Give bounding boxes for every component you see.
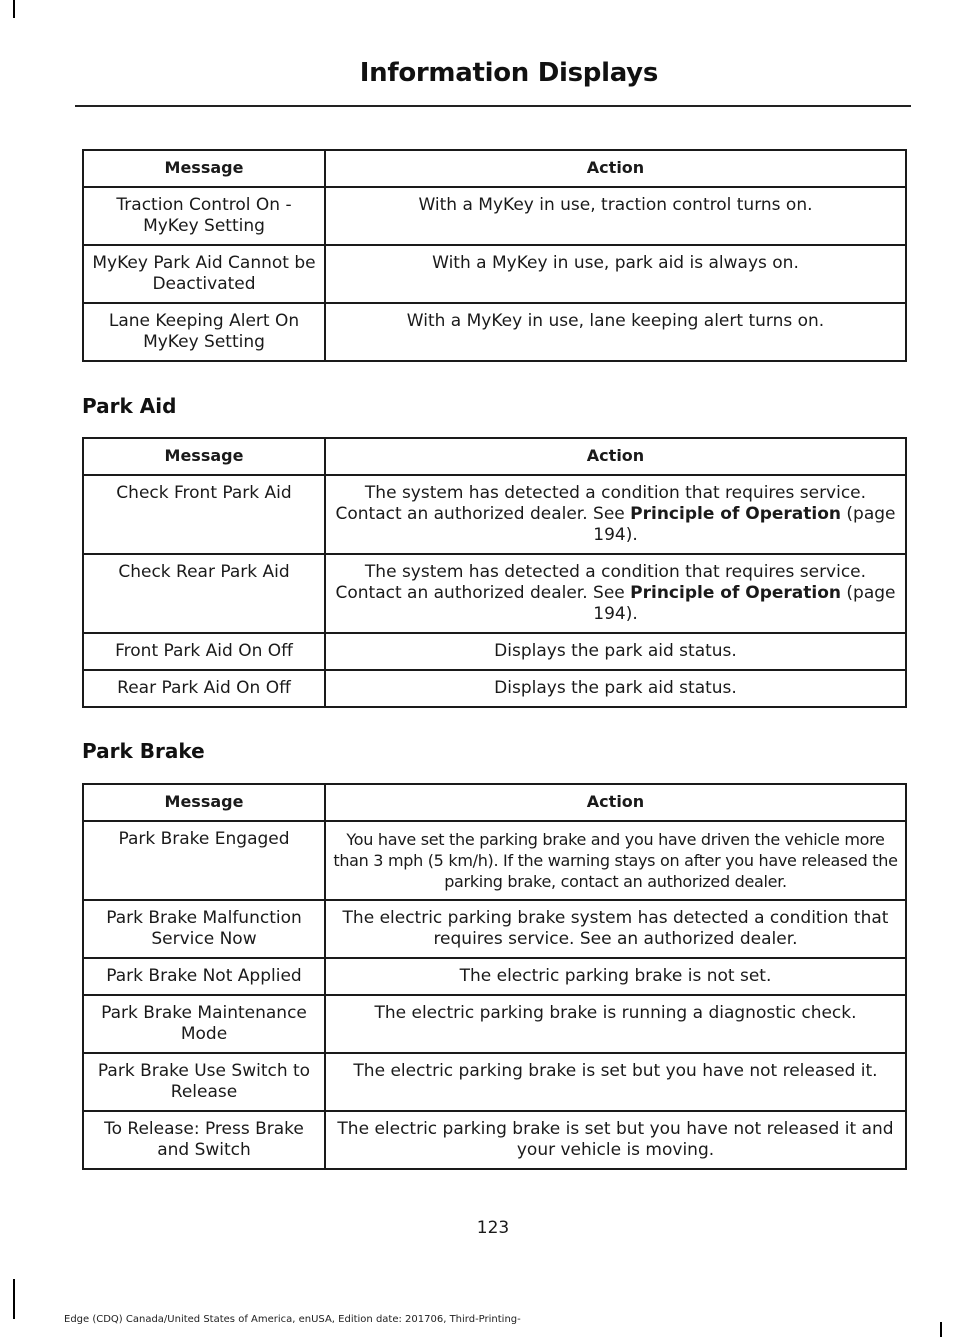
table-row — [83, 1111, 906, 1169]
table-header-row — [83, 150, 906, 187]
table-row — [83, 995, 906, 1053]
message-cell: Front Park Aid On Off — [83, 633, 325, 670]
message-cell: Rear Park Aid On Off — [83, 670, 325, 707]
header-rule — [75, 105, 911, 107]
action-cell: Displays the park aid status. — [325, 633, 906, 670]
table-header-row — [83, 784, 906, 821]
message-cell: Check Front Park Aid — [83, 475, 325, 554]
message-cell: Lane Keeping Alert On MyKey Setting — [83, 303, 325, 361]
page-reference: (page 194). — [593, 583, 896, 624]
table-row — [83, 821, 906, 900]
action-cell: The electric parking brake is running a diagnostic check. — [325, 995, 906, 1053]
action-cell: The electric parking brake is set but you have not released it. — [325, 1053, 906, 1111]
section-heading-park-brake: Park Brake — [82, 739, 205, 763]
action-text: The system has detected a condition that requires service. Contact an authorized dealer. See — [335, 483, 867, 524]
message-cell: Check Rear Park Aid — [83, 554, 325, 633]
column-header-message: Message — [83, 150, 325, 187]
page-reference: (page 194). — [593, 504, 896, 545]
message-cell: Traction Control On - MyKey Setting — [83, 187, 325, 245]
table-row — [83, 670, 906, 707]
action-cell: With a MyKey in use, lane keeping alert turns on. — [325, 303, 906, 361]
table-row — [83, 187, 906, 245]
table-row — [83, 475, 906, 554]
table-row — [83, 303, 906, 361]
message-cell: Park Brake Not Applied — [83, 958, 325, 995]
mykey-messages-table — [82, 149, 907, 362]
action-cell: The electric parking brake is set but you have not released it and your vehicle is moving. — [325, 1111, 906, 1169]
action-cell — [325, 475, 906, 554]
crop-mark-bottom-right — [940, 1322, 942, 1337]
action-cell: The electric parking brake system has detected a condition that requires service. See an authorized dealer. — [325, 900, 906, 958]
section-heading-park-aid: Park Aid — [82, 394, 177, 418]
table-header-row — [83, 438, 906, 475]
action-text: The system has detected a condition that requires service. Contact an authorized dealer. See — [335, 562, 867, 603]
action-cell: Displays the park aid status. — [325, 670, 906, 707]
message-cell: Park Brake Malfunction Service Now — [83, 900, 325, 958]
table-row — [83, 554, 906, 633]
table-row — [83, 958, 906, 995]
action-cell: With a MyKey in use, traction control turns on. — [325, 187, 906, 245]
table-row — [83, 900, 906, 958]
park-aid-table — [82, 437, 907, 708]
action-cell: With a MyKey in use, park aid is always on. — [325, 245, 906, 303]
edition-footer: Edge (CDQ) Canada/United States of America, enUSA, Edition date: 201706, Third-Printing- — [64, 1314, 521, 1325]
action-cell: You have set the parking brake and you have driven the vehicle more than 3 mph (5 km/h). If the warning stays on after you have released the parking brake, contact an authorized dealer. — [325, 821, 906, 900]
table-row — [83, 633, 906, 670]
park-brake-table — [82, 783, 907, 1170]
page-number: 123 — [476, 1218, 510, 1238]
message-cell: To Release: Press Brake and Switch — [83, 1111, 325, 1169]
column-header-message: Message — [83, 438, 325, 475]
message-cell: Park Brake Engaged — [83, 821, 325, 900]
message-cell: Park Brake Maintenance Mode — [83, 995, 325, 1053]
action-cell: The electric parking brake is not set. — [325, 958, 906, 995]
message-cell: MyKey Park Aid Cannot be Deactivated — [83, 245, 325, 303]
page-title: Information Displays — [359, 58, 658, 88]
column-header-action: Action — [325, 150, 906, 187]
table-row — [83, 1053, 906, 1111]
column-header-action: Action — [325, 438, 906, 475]
crop-mark-bottom-left — [13, 1279, 15, 1319]
column-header-action: Action — [325, 784, 906, 821]
cross-reference-link[interactable]: Principle of Operation — [630, 583, 842, 603]
cross-reference-link[interactable]: Principle of Operation — [630, 504, 842, 524]
action-cell — [325, 554, 906, 633]
column-header-message: Message — [83, 784, 325, 821]
crop-mark-top-left — [13, 0, 15, 18]
table-row — [83, 245, 906, 303]
message-cell: Park Brake Use Switch to Release — [83, 1053, 325, 1111]
